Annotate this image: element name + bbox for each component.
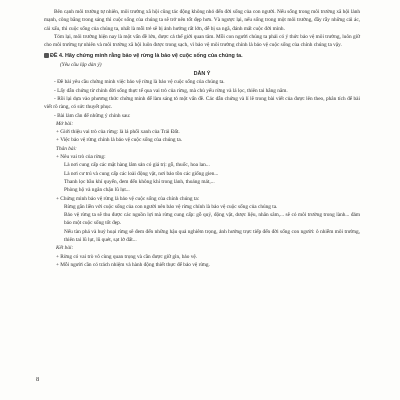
- outline-line: Là nơi cung cấp các mặt hàng lâm sản có giá trị: gỗ, thuốc, hoa lan...: [64, 162, 210, 169]
- outline-line: Rừng gắn liền với cuộc sống của con người nên bảo vệ rừng chính là bảo vệ cuộc sống của chúng ta.: [64, 203, 278, 210]
- pencil-icon: [44, 53, 49, 58]
- exercise-title: Hãy chứng minh rằng bảo vệ rừng là bảo vệ cuộc sống của chúng ta.: [64, 53, 243, 60]
- outline-line: + Rừng có vai trò vô cùng quan trọng và cần được giữ gìn, bảo vệ.: [56, 253, 198, 260]
- outline-line: - Đề bài yêu cầu chứng minh việc bảo vệ rừng là bảo vệ cuộc sống của chúng ta.: [54, 79, 225, 86]
- outline-line: - Rồi lại dựa vào phương thức chứng minh để làm sáng tỏ một vấn đề. Các dẫn chứng và lí lẽ trong bài viết của được lên theo, phân tích để bài viết rõ ràng, có sức thuyết phục.: [44, 95, 360, 111]
- outline-line: - Lấy dẫn chứng từ chính đời sống thực tế qua vai trò của rừng, mà chủ yếu rừng và lá lọc, thiên tai hằng năm.: [54, 87, 288, 94]
- exercise-label: ĐỀ 4.: [50, 53, 64, 60]
- outline-body: [44, 78, 360, 269]
- outline-line: Thanh lọc bầu khí quyển, đem đến không khí trong lành, thoáng mát,...: [64, 178, 215, 185]
- page-content: [44, 8, 360, 269]
- outline-line: Bảo vệ rừng ta sẽ thu được các nguồn lợi mà rừng cung cấp: gỗ quý, động vật, dược liệu, nhân sâm,... sẽ có môi trường trong lành... đảm bảo một cuộc sống tốt đẹp.: [64, 212, 360, 227]
- outline-line: + Việc bảo vệ rừng chính là bảo vệ cuộc sống của chúng ta.: [56, 137, 183, 144]
- outline-heading: DÀN Ý: [193, 71, 211, 78]
- outline-line: Phòng hộ và ngăn chặn lũ lụt...: [64, 187, 130, 194]
- outline-line: + Mỗi người cần có trách nhiệm và hành động thiết thực để bảo vệ rừng.: [56, 261, 210, 268]
- intro-paragraph: Tóm lại, môi trường hiện nay là một vấn đề lớn, được cả thế giới quan tâm. Mỗi con người chúng ta phải có ý thức bảo vệ môi trường, luôn giữ cho môi trường tự nhiên và môi trường xã hội luôn được trong sạch, vì bảo vệ môi trường chính là bảo vệ cuộc sống của chính chúng ta vậy.: [44, 33, 360, 49]
- outline-line: Kết bài:: [56, 245, 74, 252]
- outline-line: Nếu tàn phá và huỷ hoại rừng sẽ đem đến những hậu quả nghiêm trọng, ảnh hưởng trực tiếp đến đời sống con người: ô nhiễm môi trường, thiên tai lũ lụt, lũ quét, sạt lở đất...: [64, 228, 360, 244]
- outline-line: Mở bài:: [56, 120, 74, 127]
- outline-line: Thân bài:: [56, 145, 77, 152]
- intro-paragraph: Bên cạnh môi trường tự nhiên, môi trường xã hội cũng tác động không nhỏ đến đời sống của con người. Nếu sống trong môi trường xã hội lành mạnh, công bằng trong sáng thì cuộc sống của chúng ta sẽ trở nên tốt đẹp hơn. Và ngược lại, nếu sống trong một môi trường, đầy rẫy những cái ác, cái xấu, thì cuộc sống của chúng ta, nhất là mỗi trẻ sẽ bị ảnh hưởng rất lớn, dễ bị sa ngã, đánh mất cuộc đời mình.: [44, 9, 360, 32]
- outline-line: + Nêu vai trò của rừng:: [56, 154, 106, 161]
- outline-line: + Chứng minh bảo vệ rừng là bảo vệ cuộc sống của chính chúng ta:: [56, 195, 200, 202]
- outline-line: Là nơi cư trú và cung cấp các loài động vật, nơi bảo tồn các giống gien...: [64, 170, 219, 177]
- outline-line: + Giới thiệu vai trò của rừng: là lá phổi xanh của Trái Đất.: [56, 129, 180, 136]
- outline-line: - Bài làm cần để những ý chính sau:: [54, 112, 131, 119]
- exercise-heading: [44, 52, 360, 60]
- page-number: 8: [36, 376, 40, 383]
- exercise-note: (Yêu cầu lập dàn ý): [60, 61, 102, 68]
